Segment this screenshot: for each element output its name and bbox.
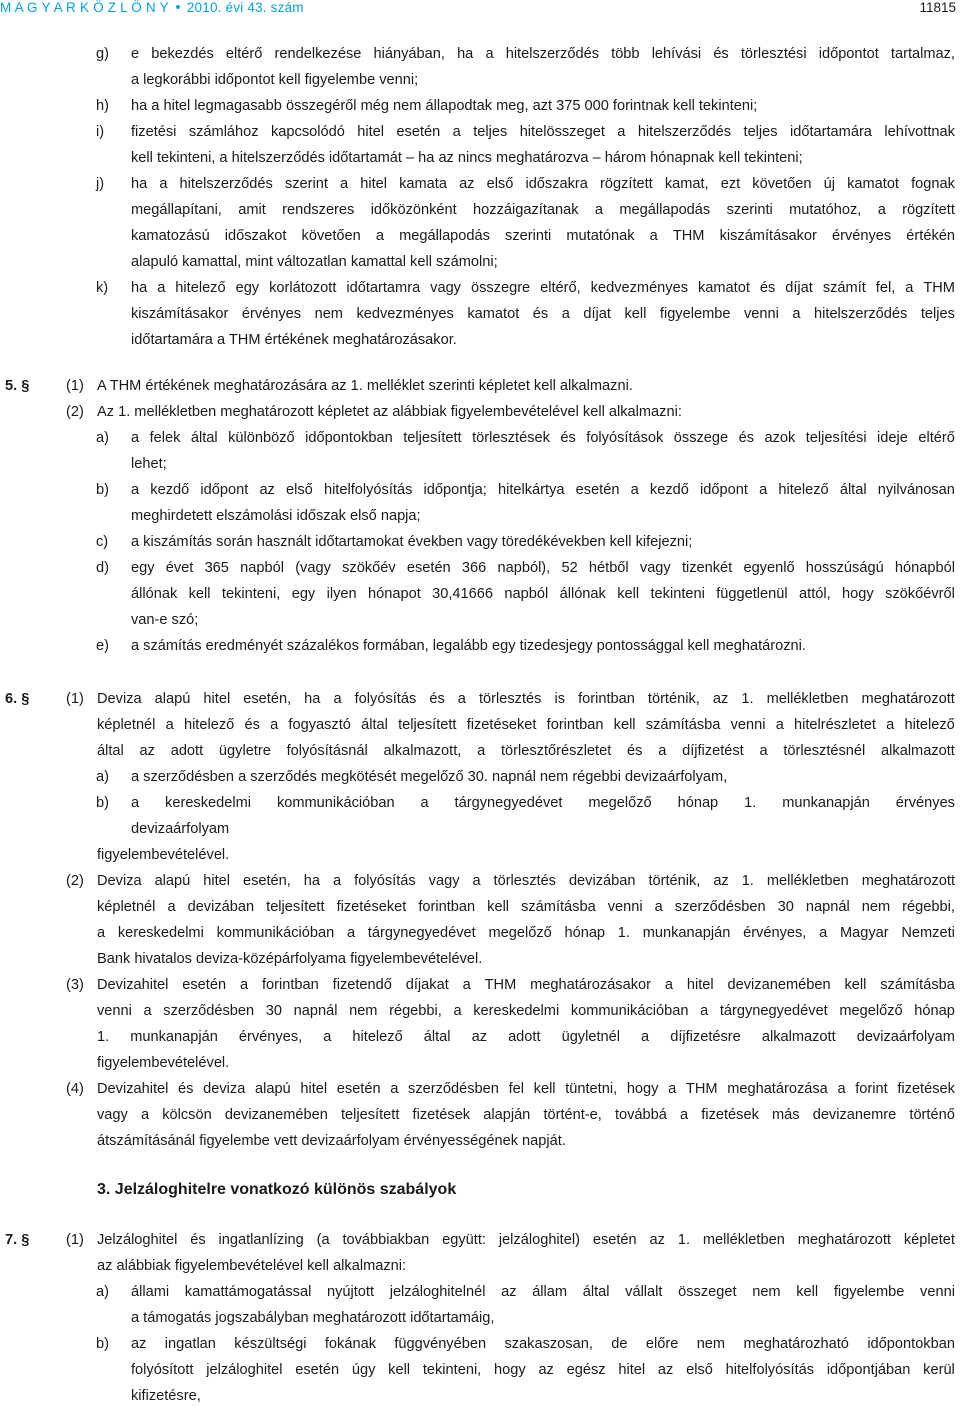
- paragraph-line: vagy a kölcsön devizanemében teljesített fizetések alapján történt-e, továbbá a fizetések más devizanemre történő: [97, 1107, 955, 1123]
- page-number: 11815: [919, 0, 956, 15]
- list-item-line: állami kamattámogatással nyújtott jelzáloghitelnél az állam által vállalt összeget nem kell figyelembe venni: [131, 1284, 955, 1300]
- list-item-line: időtartamára a THM értékének meghatározásakor.: [131, 332, 457, 348]
- list-item-line: kamatozású időszakot követően a megállapodás szerinti mutatónak a THM kiszámításakor érvényes értékén: [131, 228, 955, 244]
- chapter-title: 3. Jelzáloghitelre vonatkozó különös szabályok: [97, 1181, 457, 1198]
- list-item-label: g): [96, 46, 109, 62]
- list-item-line: kifizetésre,: [131, 1388, 201, 1404]
- paragraph-line: Devizahitel esetén a forintban fizetendő díjakat a THM meghatározásakor a hitel devizanemében kell számításba: [97, 977, 955, 993]
- list-item-line: kell tekinteni, a hitelszerződés időtartamát – ha az nincs meghatározva – három hónapnak kell tekinteni;: [131, 150, 803, 166]
- list-item-line: a szerződésben a szerződés megkötését megelőző 30. napnál nem régebbi devizaárfolyam,: [131, 769, 728, 785]
- list-item-line: a számítás eredményét százalékos formában, legalább egy tizedesjegy pontossággal kell meghatározni.: [131, 638, 806, 654]
- paragraph-tail: figyelembevételével.: [97, 847, 230, 863]
- list-item-line: a legkorábbi időpontot kell figyelembe venni;: [131, 72, 419, 88]
- list-item-line: a támogatás jogszabályban meghatározott időtartamáig,: [131, 1310, 495, 1326]
- paragraph-line: Bank hivatalos deviza-középárfolyama figyelembevételével.: [97, 951, 483, 967]
- list-item-label: h): [96, 98, 109, 114]
- paragraph-label: (2): [66, 873, 84, 889]
- list-item-label: c): [96, 534, 109, 550]
- paragraph-label: (1): [66, 691, 84, 707]
- list-item-line: a felek által különböző időpontokban teljesített törlesztések és folyósítások összege és azok teljesítési ideje eltérő: [131, 430, 955, 446]
- paragraph-line: képletnél a devizában teljesített fizetéseket forintban kell számításba venni a szerződésben 30 napnál nem régebbi,: [97, 899, 955, 915]
- list-item-label: i): [96, 124, 105, 140]
- paragraph-label: (2): [66, 404, 84, 420]
- paragraph-line: Az 1. mellékletben meghatározott képletet az alábbiak figyelembevételével kell alkalmazni:: [97, 404, 682, 420]
- paragraph-label: (1): [66, 378, 84, 394]
- list-item-line: a kiszámítás során használt időtartamokat években vagy töredékévekben kell kifejezni;: [131, 534, 693, 550]
- paragraph-line: képletnél a hitelező és a fogyasztó által teljesített fizetéseket forintban kell számításba venni a hitelrészletet a hitelező: [97, 717, 955, 733]
- list-item-label: a): [96, 1284, 109, 1300]
- section-number: 5. §: [5, 378, 30, 394]
- list-item-label: b): [96, 482, 109, 498]
- list-item-label: d): [96, 560, 109, 576]
- list-item-line: egy évet 365 napból (vagy szökőév esetén 366 napból), 52 hétből vagy tizenkét egyenlő hosszúságú hónapból: [131, 560, 955, 576]
- list-item-line: lehet;: [131, 456, 167, 472]
- paragraph-label: (1): [66, 1232, 84, 1248]
- issue-label: 2010. évi 43. szám: [186, 0, 304, 15]
- list-item-line: devizaárfolyam: [131, 821, 230, 837]
- list-item-line: a kezdő időpont az első hitelfolyósítás időpontja; hitelkártya esetén a kezdő időpont a hitelező által nyilvánosan: [131, 482, 955, 498]
- list-item-line: megállapítani, amit rendszeres időközönként hozzáigazítanak a megállapodás szerinti mutatóhoz, a rögzített: [131, 202, 955, 218]
- paragraph-line: venni a szerződésben 30 napnál nem régebbi, a kereskedelmi kommunikációban a tárgynegyedévet megelőző hónap: [97, 1003, 955, 1019]
- paragraph-line: által az adott ügyletre folyósításnál alkalmazott, a törlesztőrészletet és a díjfizetést a törlesztésnél alkalmazott: [97, 743, 955, 759]
- publication-name: M A G Y A R K Ö Z L Ö N Y: [0, 0, 169, 15]
- section-number: 6. §: [5, 691, 30, 707]
- list-item-line: folyósított jelzáloghitel esetén úgy kell tekinteni, hogy az egész hitel az első hitelfolyósítás időpontjában kerül: [131, 1362, 955, 1378]
- list-item-label: k): [96, 280, 109, 296]
- list-item-line: állónak kell tekinteni, egy ilyen hónapot 30,41666 napból állónak kell tekinteni függetlenül attól, hogy szökőévről: [131, 586, 955, 602]
- list-item-line: meghirdetett elszámolási időszak első napja;: [131, 508, 421, 524]
- paragraph-line: átszámításánál figyelembe vett devizaárfolyam érvényességének napját.: [97, 1133, 566, 1149]
- paragraph-line: Jelzáloghitel és ingatlanlízing (a továbbiakban együtt: jelzáloghitel) esetén az 1. mellékletben meghatározott képletet: [97, 1232, 955, 1248]
- paragraph-line: a kereskedelmi kommunikációban a tárgynegyedévet megelőző hónap 1. munkanapján érvényes, a Magyar Nemzeti: [97, 925, 955, 941]
- paragraph-line: figyelembevételével.: [97, 1055, 230, 1071]
- list-item-line: ha a hitelező egy korlátozott időtartamra vagy összegre eltérő, kedvezményes kamatot és díjat számít fel, a THM: [131, 280, 955, 296]
- list-item-line: van-e szó;: [131, 612, 199, 628]
- list-item-label: e): [96, 638, 109, 654]
- list-item-line: fizetési számlához kapcsolódó hitel esetén a teljes hitelösszeget a hitelszerződés teljes időtartamára lehívottnak: [131, 124, 955, 140]
- paragraph-line: 1. munkanapján érvényes, a hitelező által az adott ügyletnél a díjfizetésre alkalmazott devizaárfolyam: [97, 1029, 955, 1045]
- list-item-line: ha a hitelszerződés szerint a hitel kamata az első időszakra rögzített kamat, ezt követően új kamatot fognak: [131, 176, 955, 192]
- paragraph-line: az alábbiak figyelembevételével kell alkalmazni:: [97, 1258, 407, 1274]
- list-item-line: a kereskedelmi kommunikációban a tárgynegyedévet megelőző hónap 1. munkanapján érvényes: [131, 795, 955, 811]
- list-item-label: j): [96, 176, 105, 192]
- list-item-label: a): [96, 769, 109, 785]
- list-item-label: b): [96, 1336, 109, 1352]
- list-item-line: e bekezdés eltérő rendelkezése hiányában, ha a hitelszerződés több lehívási és törlesztési időpontot tartalmaz,: [131, 46, 955, 62]
- paragraph-line: A THM értékének meghatározására az 1. melléklet szerinti képletet kell alkalmazni.: [97, 378, 633, 394]
- paragraph-line: Devizahitel és deviza alapú hitel esetén a szerződésben fel kell tüntetni, hogy a THM meghatározása a forint fizetések: [97, 1081, 955, 1097]
- paragraph-line: Deviza alapú hitel esetén, ha a folyósítás vagy a törlesztés devizában történik, az 1. mellékletben meghatározott: [97, 873, 955, 889]
- list-item-line: az ingatlan készültségi fokának függvényében szakaszosan, de előre nem meghatározható időpontokban: [131, 1336, 955, 1352]
- section-number: 7. §: [5, 1232, 30, 1248]
- paragraph-label: (4): [66, 1081, 84, 1097]
- paragraph-line: Deviza alapú hitel esetén, ha a folyósítás és a törlesztés is forintban történik, az 1. mellékletben meghatározott: [97, 691, 955, 707]
- list-item-line: kiszámításakor érvényes nem kedvezményes kamatot és a díjat kell figyelembe venni a hitelszerződés teljes: [131, 306, 955, 322]
- list-item-line: ha a hitel legmagasabb összegéről még nem állapodtak meg, azt 375 000 forintnak kell tekinteni;: [131, 98, 758, 114]
- list-item-line: alapuló kamattal, mint változatlan kamattal kell számolni;: [131, 254, 498, 270]
- paragraph-label: (3): [66, 977, 84, 993]
- list-item-label: b): [96, 795, 109, 811]
- list-item-label: a): [96, 430, 109, 446]
